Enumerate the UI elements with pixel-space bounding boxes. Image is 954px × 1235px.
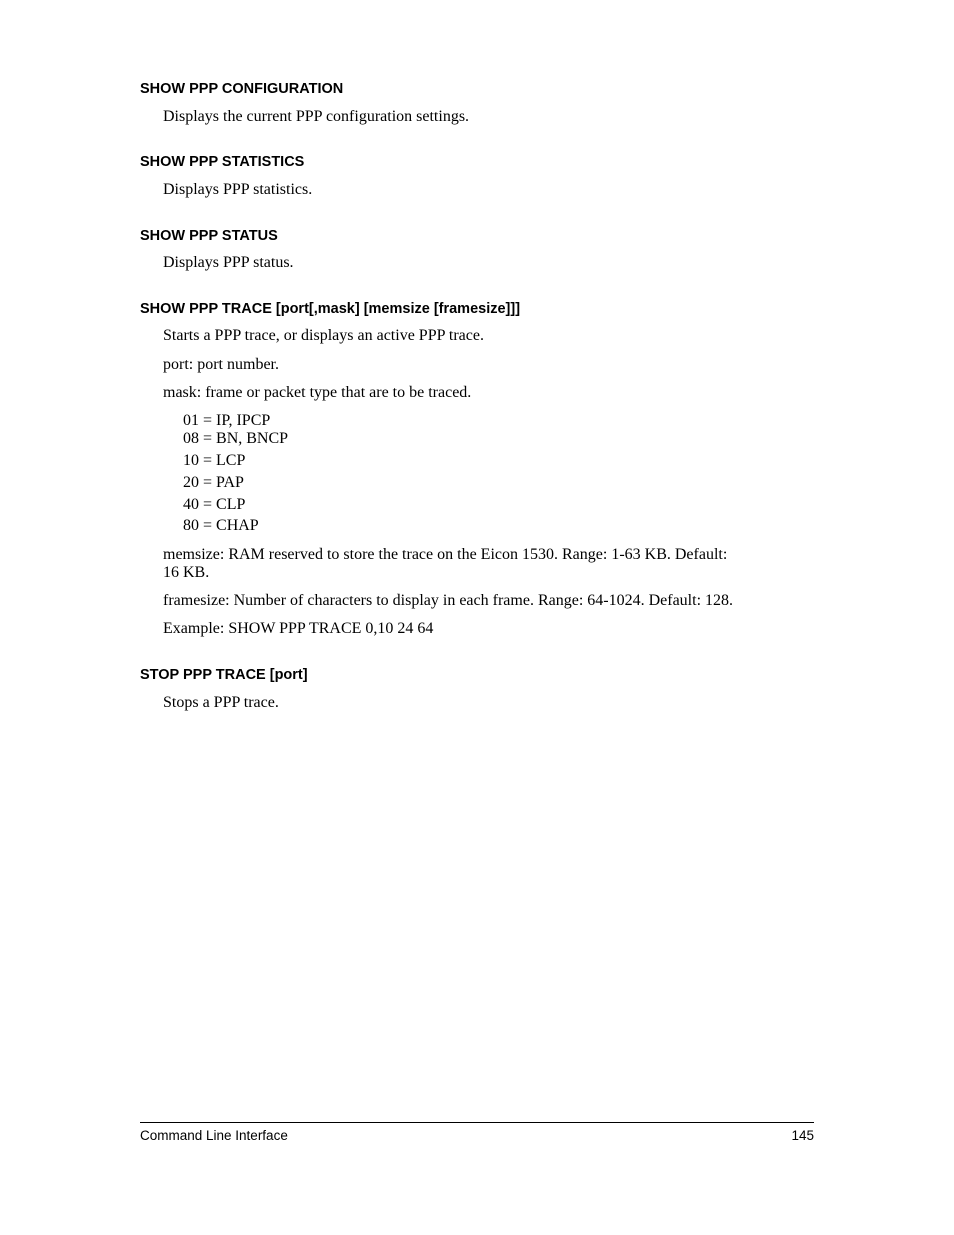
description-show-ppp-status: Displays PPP status. bbox=[163, 254, 294, 271]
heading-stop-ppp-trace: STOP PPP TRACE [port] bbox=[140, 667, 308, 683]
page-number: 145 bbox=[791, 1128, 814, 1143]
description-show-ppp-configuration: Displays the current PPP configuration settings. bbox=[163, 108, 470, 125]
mask-value-item: 40 = CLP bbox=[183, 496, 246, 513]
param-framesize: framesize: Number of characters to display in each frame. Range: 64-1024. Default: 128. bbox=[163, 592, 734, 609]
param-port: port: port number. bbox=[163, 356, 279, 373]
footer-rule bbox=[140, 1122, 814, 1123]
mask-value-item: 01 = IP, IPCP bbox=[183, 412, 271, 429]
param-memsize: memsize: RAM reserved to store the trace on the Eicon 1530. Range: 1-63 KB. Default: bbox=[163, 546, 728, 563]
description-stop-ppp-trace: Stops a PPP trace. bbox=[163, 694, 279, 711]
param-mask: mask: frame or packet type that are to be traced. bbox=[163, 384, 472, 401]
heading-show-ppp-configuration: SHOW PPP CONFIGURATION bbox=[140, 81, 344, 97]
heading-show-ppp-trace: SHOW PPP TRACE [port[,mask] [memsize [framesize]]] bbox=[140, 301, 521, 317]
mask-value-item: 10 = LCP bbox=[183, 452, 246, 469]
param-memsize-continued: 16 KB. bbox=[163, 564, 210, 581]
heading-show-ppp-statistics: SHOW PPP STATISTICS bbox=[140, 154, 305, 170]
mask-value-item: 20 = PAP bbox=[183, 474, 244, 491]
heading-show-ppp-status: SHOW PPP STATUS bbox=[140, 228, 278, 244]
footer-title: Command Line Interface bbox=[140, 1128, 288, 1143]
description-show-ppp-statistics: Displays PPP statistics. bbox=[163, 181, 313, 198]
mask-value-item: 08 = BN, BNCP bbox=[183, 430, 289, 447]
description-show-ppp-trace: Starts a PPP trace, or displays an active PPP trace. bbox=[163, 327, 484, 344]
mask-value-item: 80 = CHAP bbox=[183, 517, 259, 534]
example-show-ppp-trace: Example: SHOW PPP TRACE 0,10 24 64 bbox=[163, 620, 434, 637]
